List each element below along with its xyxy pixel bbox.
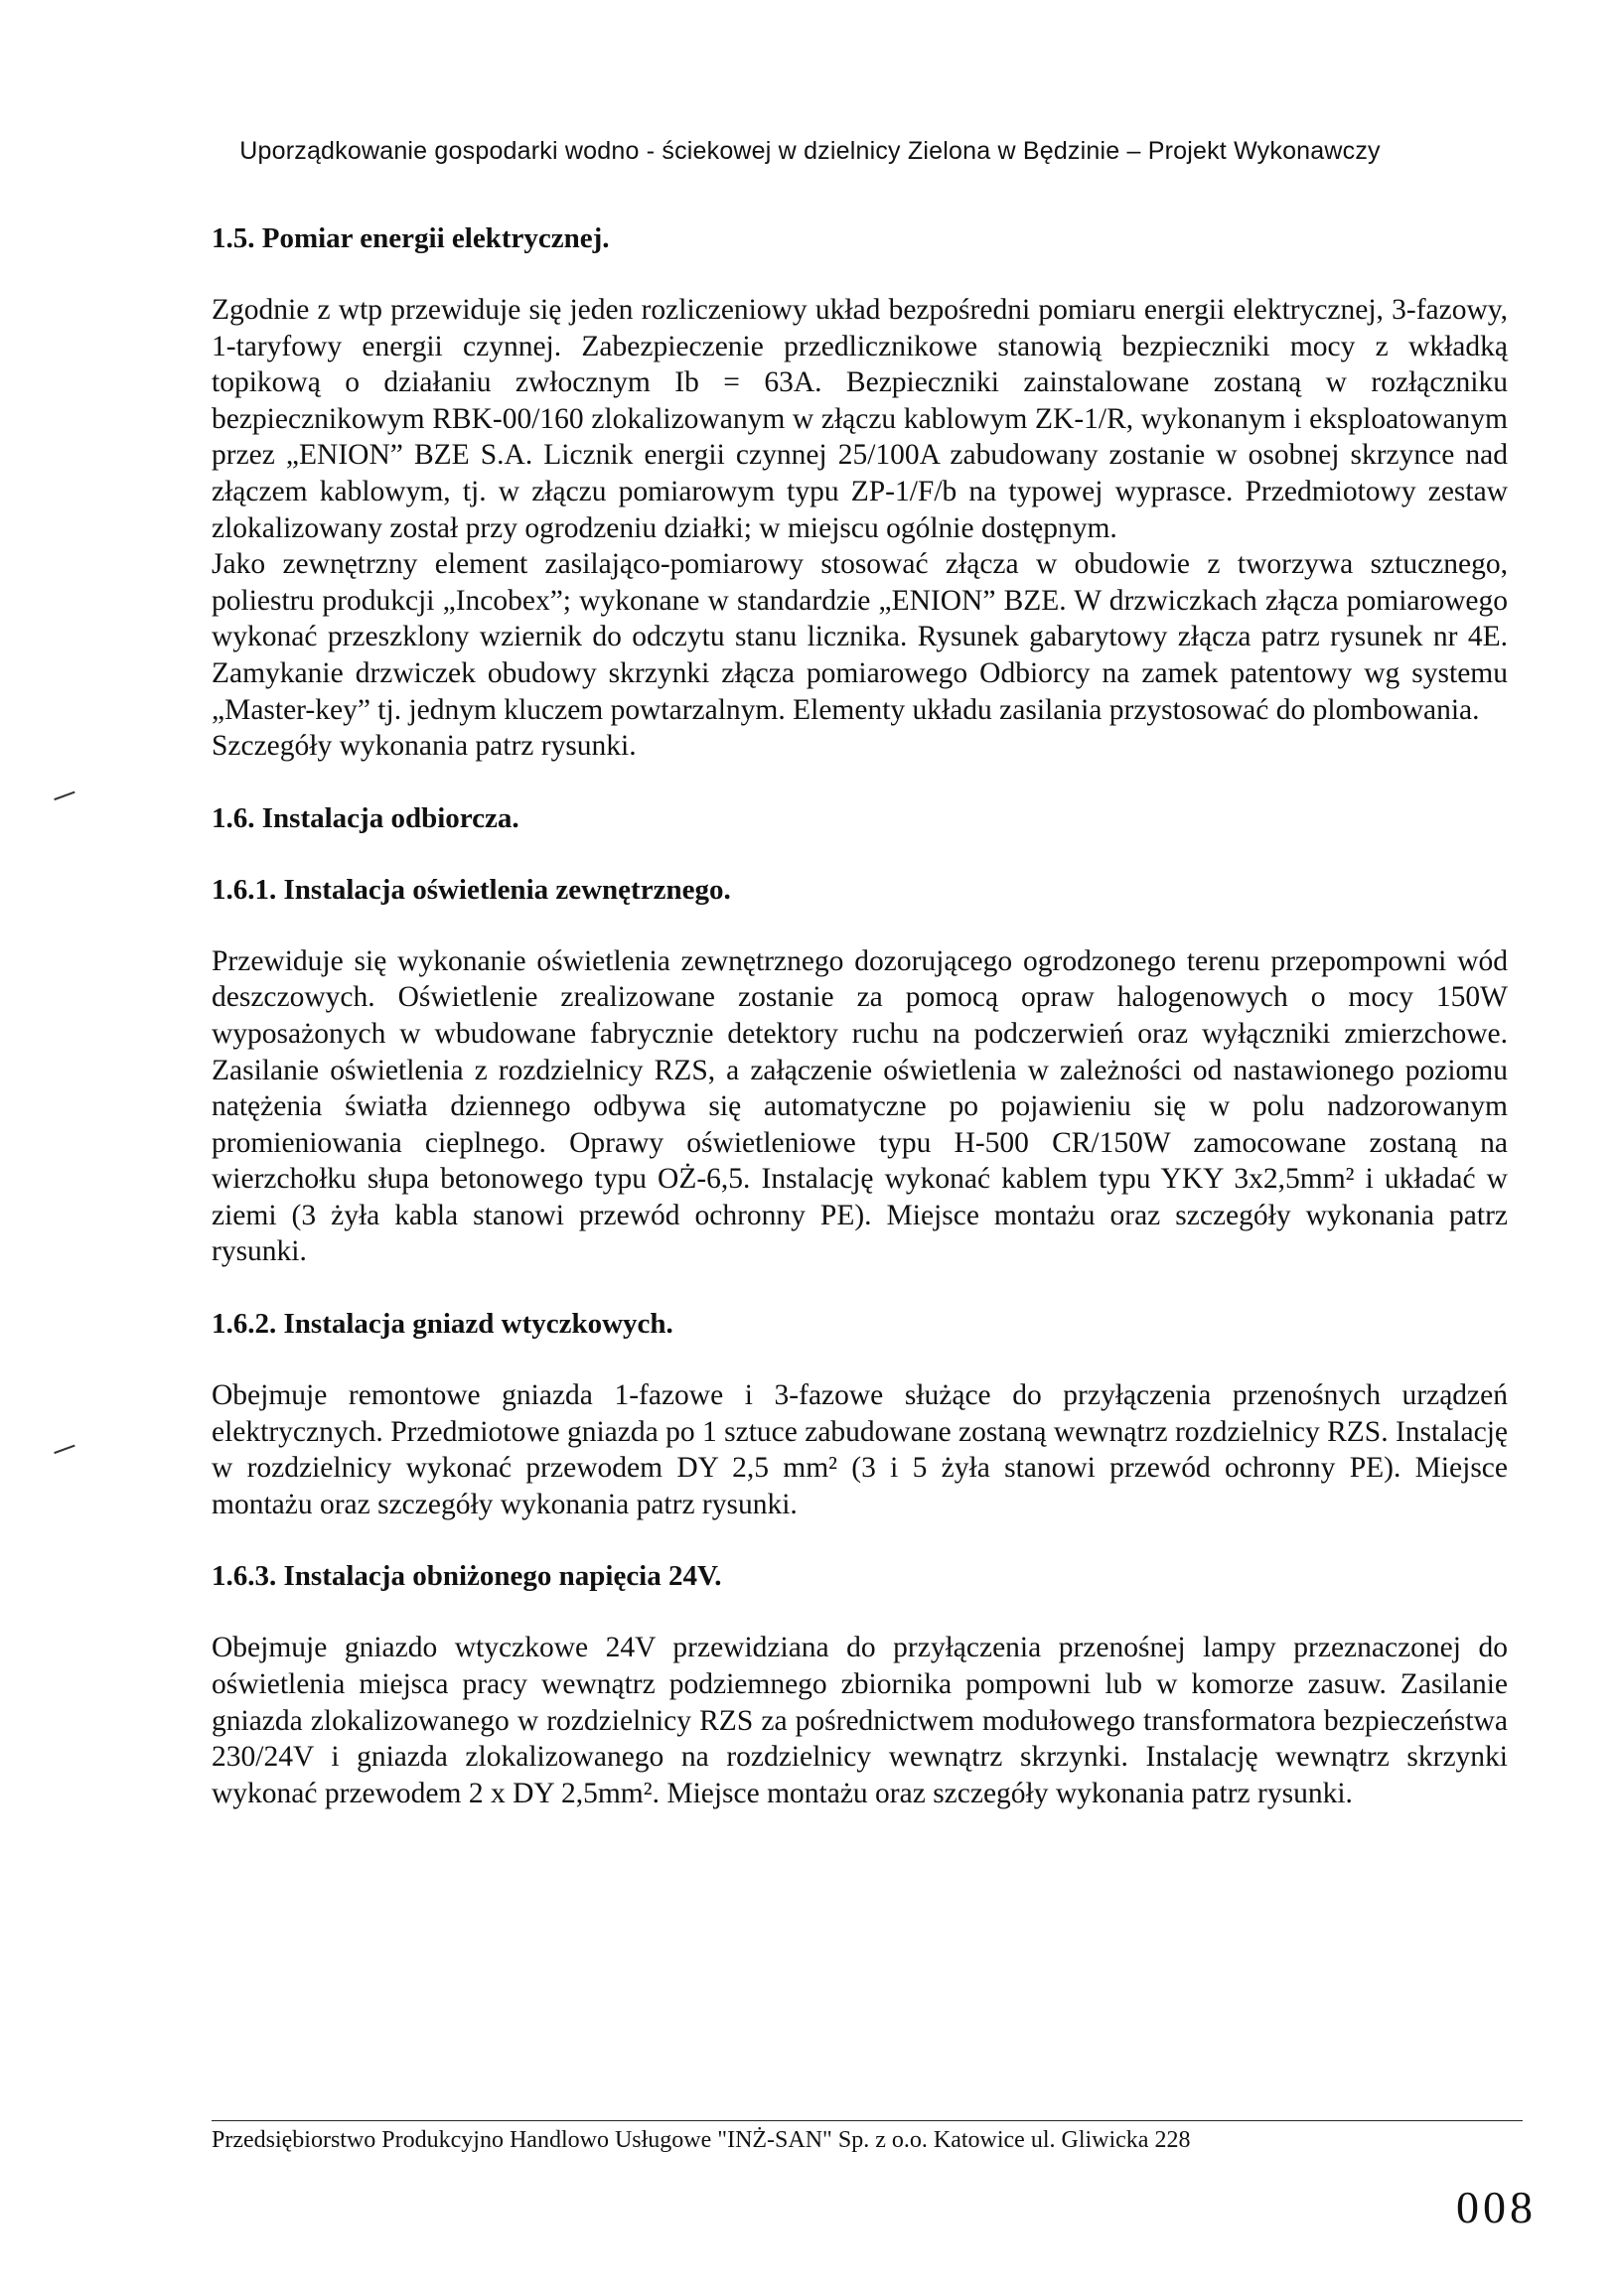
paragraph: Obejmuje gniazdo wtyczkowe 24V przewidziana do przyłączenia przenośnej lampy przeznaczonej do oświetlenia miejsca pracy wewnątrz podziemnego zbiornika pompowni lub w komorze zasuw. Zasilanie gniazda zlokalizowanego w rozdzielnicy RZS za pośrednictwem modułowego transformatora bezpieczeństwa 230/24V i gniazda zlokalizowanego na rozdzielnicy wewnątrz skrzynki. Instalację wewnątrz skrzynki wykonać przewodem 2 x DY 2,5mm². Miejsce montażu oraz szczegóły wykonania patrz rysunki.: [212, 1632, 1508, 1809]
paragraph: Jako zewnętrzny element zasilająco-pomiarowy stosować złącza w obudowie z tworzywa sztucznego, poliestru produkcji „Incobex”; wykonane w standardzie „ENION” BZE. W drzwiczkach złącza pomiarowego wykonać przeszklony wziernik do odczytu stanu licznika. Rysunek gabarytowy złącza patrz rysunek nr 4E. Zamykanie drzwiczek obudowy skrzynki złącza pomiarowego Odbiorcy na zamek patentowy wg systemu „Master-key” tj. jednym kluczem powtarzalnym. Elementy układu zasilania przystosować do plombowania.: [212, 548, 1508, 726]
footer-rule: [212, 2120, 1523, 2121]
section-1-6-2: [212, 1306, 1508, 1522]
section-heading: 1.6.1. Instalacja oświetlenia zewnętrznego.: [212, 873, 731, 906]
paragraph: Zgodnie z wtp przewiduje się jeden rozliczeniowy układ bezpośredni pomiaru energii elektrycznej, 3-fazowy, 1-taryfowy energii czynnej. Zabezpieczenie przedlicznikowe stanowią bezpieczniki mocy z wkładką topikową o działaniu zwłocznym Ib = 63A. Bezpieczniki zainstalowane zostaną w rozłączniku bezpiecznikowym RBK-00/160 zlokalizowanym w złączu kablowym ZK-1/R, wykonanym i eksploatowanym przez „ENION” BZE S.A. Licznik energii czynnej 25/100A zabudowany zostanie w osobnej skrzynce nad złączem kablowym, tj. w złączu pomiarowym typu ZP-1/F/b na typowej wyprasce. Przedmiotowy zestaw zlokalizowany został przy ogrodzeniu działki; w miejscu ogólnie dostępnym.: [212, 294, 1508, 544]
section-heading: 1.6. Instalacja odbiorcza.: [212, 801, 519, 834]
section-heading: 1.6.2. Instalacja gniazd wtyczkowych.: [212, 1308, 673, 1341]
paragraph: Obejmuje remontowe gniazda 1-fazowe i 3-fazowe służące do przyłączenia przenośnych urządzeń elektrycznych. Przedmiotowe gniazda po 1 sztuce zabudowane zostaną wewnątrz rozdzielnicy RZS. Instalację w rozdzielnicy wykonać przewodem DY 2,5 mm² (3 i 5 żyła stanowi przewód ochronny PE). Miejsce montażu oraz szczegóły wykonania patrz rysunki.: [212, 1379, 1508, 1520]
page-header: Uporządkowanie gospodarki wodno - ściekowej w dzielnicy Zielona w Będzinie – Projekt Wykonawczy: [239, 137, 1381, 165]
section-1-6-3: [212, 1558, 1508, 1811]
section-1-6: [212, 800, 1508, 836]
section-heading: 1.5. Pomiar energii elektrycznej.: [212, 222, 610, 254]
footer-text: Przedsiębiorstwo Produkcyjno Handlowo Usługowe "INŻ-SAN" Sp. z o.o. Katowice ul. Gliwicka 228: [212, 2127, 1191, 2153]
paragraph: Przewiduje się wykonanie oświetlenia zewnętrznego dozorującego ogrodzonego terenu przepompowni wód deszczowych. Oświetlenie zrealizowane zostanie za pomocą opraw halogenowych o mocy 150W wyposażonych w wbudowane fabrycznie detektory ruchu na podczerwień oraz wyłączniki zmierzchowe. Zasilanie oświetlenia z rozdzielnicy RZS, a załączenie oświetlenia w zależności od nastawionego poziomu natężenia światła dziennego odbywa się automatyczne po pojawieniu się w polu nadzorowanym promieniowania cieplnego. Oprawy oświetleniowe typu H-500 CR/150W zamocowane zostaną na wierzchołku słupa betonowego typu OŻ-6,5. Instalację wykonać kablem typu YKY 3x2,5mm² i układać w ziemi (3 żyła kabla stanowi przewód ochronny PE). Miejsce montażu oraz szczegóły wykonania patrz rysunki.: [212, 944, 1508, 1268]
document-body: [212, 220, 1508, 1811]
section-1-5: [212, 220, 1508, 765]
page-number: 008: [1456, 2182, 1537, 2232]
margin-mark: [54, 791, 78, 812]
section-heading: 1.6.3. Instalacja obniżonego napięcia 24V.: [212, 1560, 722, 1593]
section-1-6-1: [212, 872, 1508, 1270]
margin-mark: [54, 1445, 78, 1466]
paragraph: Szczegóły wykonania patrz rysunki.: [212, 730, 637, 763]
